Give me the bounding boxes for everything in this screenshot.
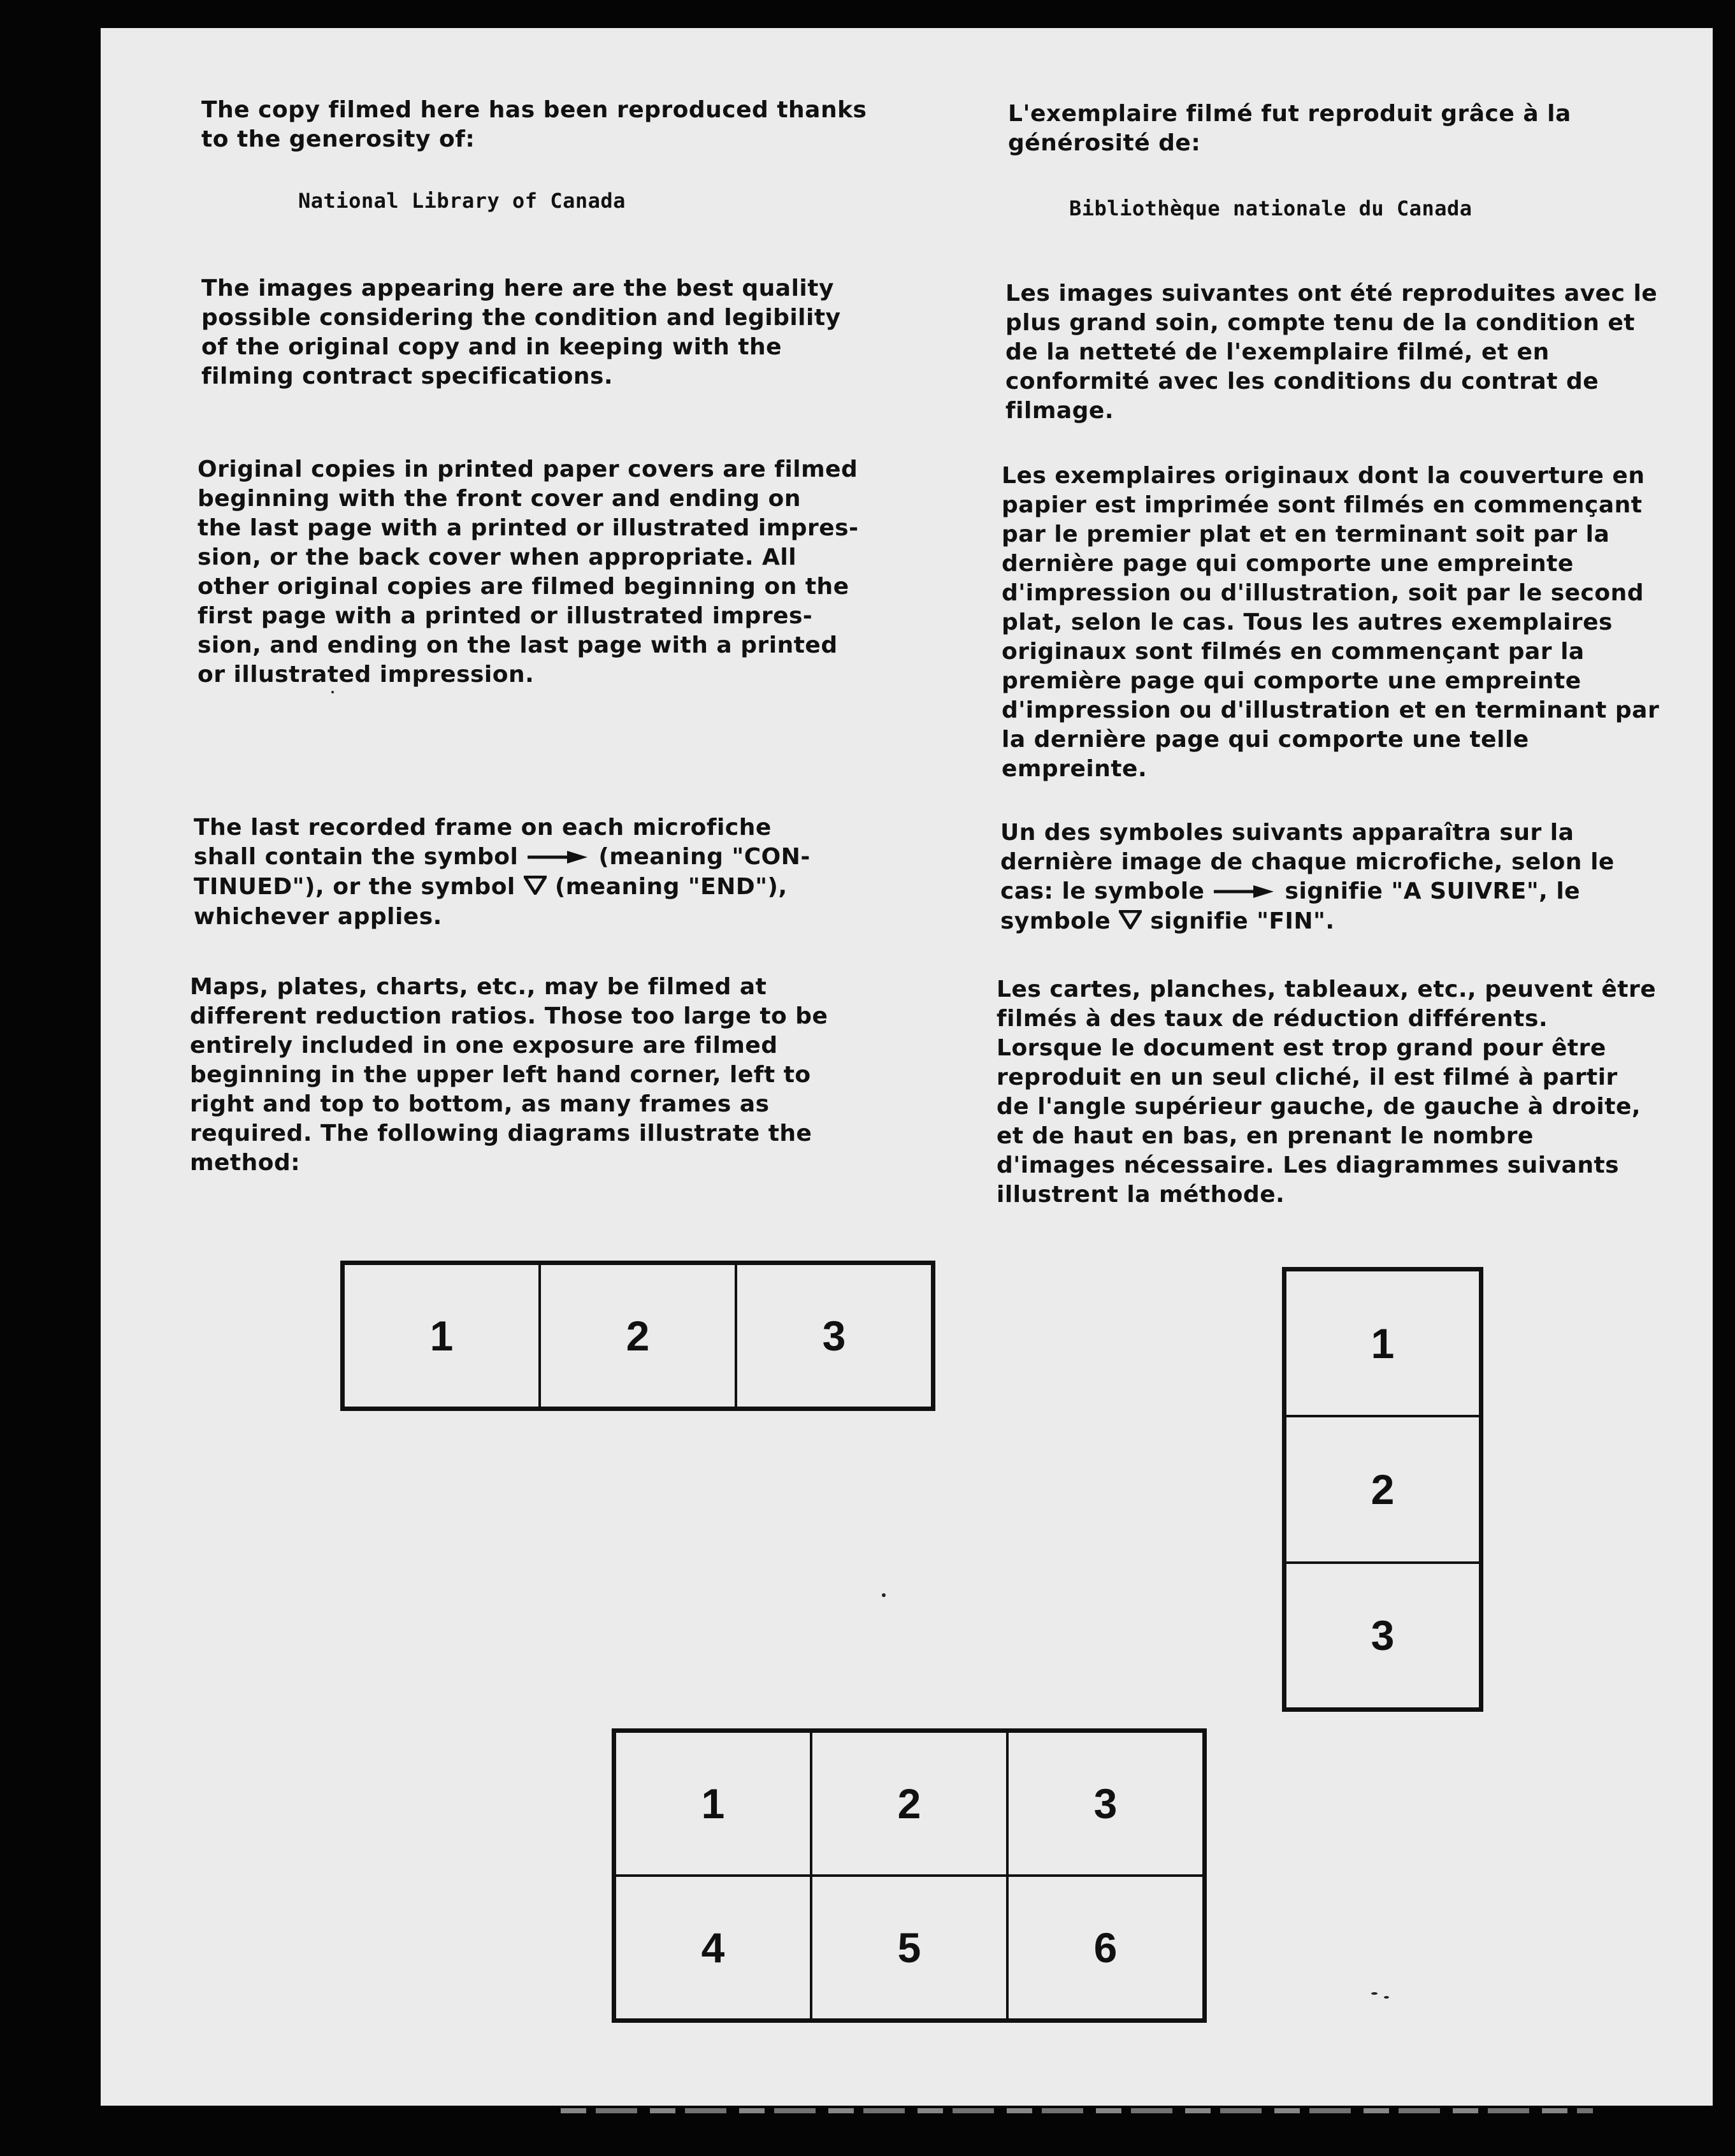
diagram-row-cell: 3	[736, 1264, 932, 1408]
left-quality-text: The images appearing here are the best quality possible considering the condition and legibility of the original copy and in keeping with the filming contract specifications.	[201, 275, 841, 389]
left-intro-text: The copy filmed here has been reproduced thanks to the generosity of:	[201, 97, 867, 152]
diagram-row-cell: 2	[540, 1264, 736, 1408]
right-symbol-text-b: signifie "A SUIVRE", le symbole	[1000, 878, 1581, 934]
diagram-grid-cell: 1	[615, 1732, 811, 1876]
left-library-name: National Library of Canada	[298, 189, 626, 213]
diagram-row	[340, 1261, 935, 1411]
diagram-column-cell: 2	[1285, 1416, 1480, 1562]
diagram-grid-cell: 3	[1007, 1732, 1204, 1876]
diagram-column	[1282, 1267, 1483, 1712]
diagram-grid-cell: 5	[811, 1876, 1007, 2020]
right-symbol-text	[1000, 818, 1615, 937]
diagram-row-cell: 1	[343, 1264, 540, 1408]
left-maps-text: Maps, plates, charts, etc., may be filmed at different reduction ratios. Those too large to be entirely included in one exposure are filmed beginning in the upper left hand corner, left to right and top to bottom, as many frames as required. The following diagrams illustrate the method:	[190, 974, 828, 1176]
arrow-right-icon	[526, 843, 590, 872]
scan-speck	[331, 691, 334, 693]
left-symbol-text-b: (meaning "CON- TINUED"), or the symbol	[194, 844, 810, 900]
left-symbol-text-a: The last recorded frame on each microfiche shall contain the symbol	[194, 814, 772, 870]
scan-speck	[1371, 1992, 1378, 1995]
triangle-down-icon	[1119, 908, 1142, 937]
left-symbol-text-c: (meaning "END"), whichever applies.	[194, 874, 788, 930]
diagram-grid-cell: 6	[1007, 1876, 1204, 2020]
scan-speck	[882, 1593, 886, 1597]
diagram-column-cell: 1	[1285, 1270, 1480, 1416]
right-intro-text: L'exemplaire filmé fut reproduit grâce à la générosité de:	[1008, 101, 1571, 156]
left-filming-order-text: Original copies in printed paper covers are filmed beginning with the front cover and ending on the last page with a printed or illustrated impres- sion, or the back cover when appropriate. All other original copies are filmed beginning on the first page with a printed or illustrated impres- sion, and ending on the last page with a printed or illustrated impression.	[198, 456, 859, 688]
microfiche-notice-page	[101, 28, 1713, 2106]
right-library-name: Bibliothèque nationale du Canada	[1069, 196, 1472, 221]
right-filming-order-text: Les exemplaires originaux dont la couverture en papier est imprimée sont filmés en commençant par le premier plat et en terminant soit par la dernière page qui comporte une empreinte d'impression ou d'illustration, soit par le second plat, selon le cas. Tous les autres exemplaires originaux sont filmés en commençant par la première page qui comporte une empreinte d'impression ou d'illustration et en terminant par la dernière page qui comporte une telle empreinte.	[1002, 463, 1660, 782]
arrow-right-icon	[1213, 878, 1276, 907]
diagram-grid-cell: 4	[615, 1876, 811, 2020]
right-symbol-text-c: signifie "FIN".	[1142, 908, 1335, 934]
diagram-grid	[612, 1728, 1207, 2023]
scan-edge-noise	[561, 2108, 1593, 2113]
right-quality-text: Les images suivantes ont été reproduites avec le plus grand soin, compte tenu de la condition et de la netteté de l'exemplaire filmé, et en conformité avec les conditions du contrat de filmage.	[1005, 280, 1658, 424]
right-maps-text: Les cartes, planches, tableaux, etc., peuvent être filmés à des taux de réduction différents. Lorsque le document est trop grand pour être reproduit en un seul cliché, il est filmé à partir de l'angle supérieur gauche, de gauche à droite, et de haut en bas, en prenant le nombre d'images nécessaire. Les diagrammes suivants illustrent la méthode.	[997, 976, 1657, 1208]
diagram-grid-cell: 2	[811, 1732, 1007, 1876]
diagram-column-cell: 3	[1285, 1563, 1480, 1709]
right-symbol-text-a: Un des symboles suivants apparaîtra sur la dernière image de chaque microfiche, selon le cas: le symbole	[1000, 820, 1615, 904]
left-symbol-text	[194, 813, 810, 932]
scan-speck	[1384, 1996, 1389, 1999]
triangle-down-icon	[524, 873, 547, 902]
